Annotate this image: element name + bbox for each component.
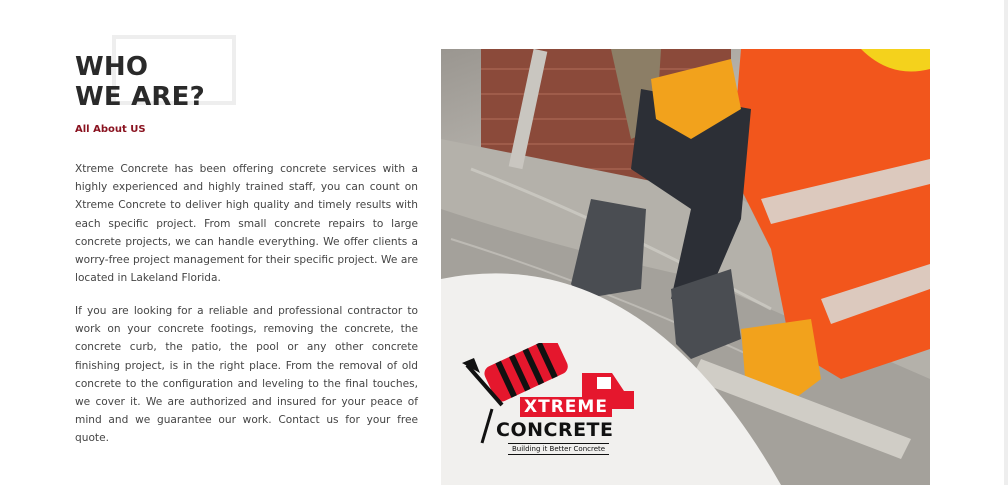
xtreme-concrete-logo [462, 343, 642, 458]
section-subheading: All About US [75, 124, 146, 135]
logo-tagline: Building it Better Concrete [508, 443, 609, 455]
about-paragraph-2: If you are looking for a reliable and professional contractor to work on your concrete footings, removing the concrete, the concrete curb, the patio, the pool or any other concrete finishing project, is in the right place. From the removal of old concrete to the configuration and leveling to the final touches, we cover it. We are authorized and insured for your peace of mind and we guarantee our work. Contact us for your free quote. [75, 305, 418, 445]
about-paragraph-1: Xtreme Concrete has been offering concrete services with a highly experienced and highly trained staff, you can count on Xtreme Concrete to deliver high quality and timely results with each specific project. From small concrete repairs to large concrete projects, we can handle everything. We offer clients a worry-free project management for their specific project. We are located in Lakeland Florida. [75, 163, 418, 285]
logo-text-concrete: CONCRETE [496, 419, 614, 441]
logo-text-xtreme: XTREME [520, 397, 612, 417]
heading-line-1: WHO [75, 52, 149, 82]
heading-line-2: WE ARE? [75, 82, 205, 112]
section-heading [75, 52, 205, 112]
page-scrollbar[interactable] [1004, 0, 1008, 485]
